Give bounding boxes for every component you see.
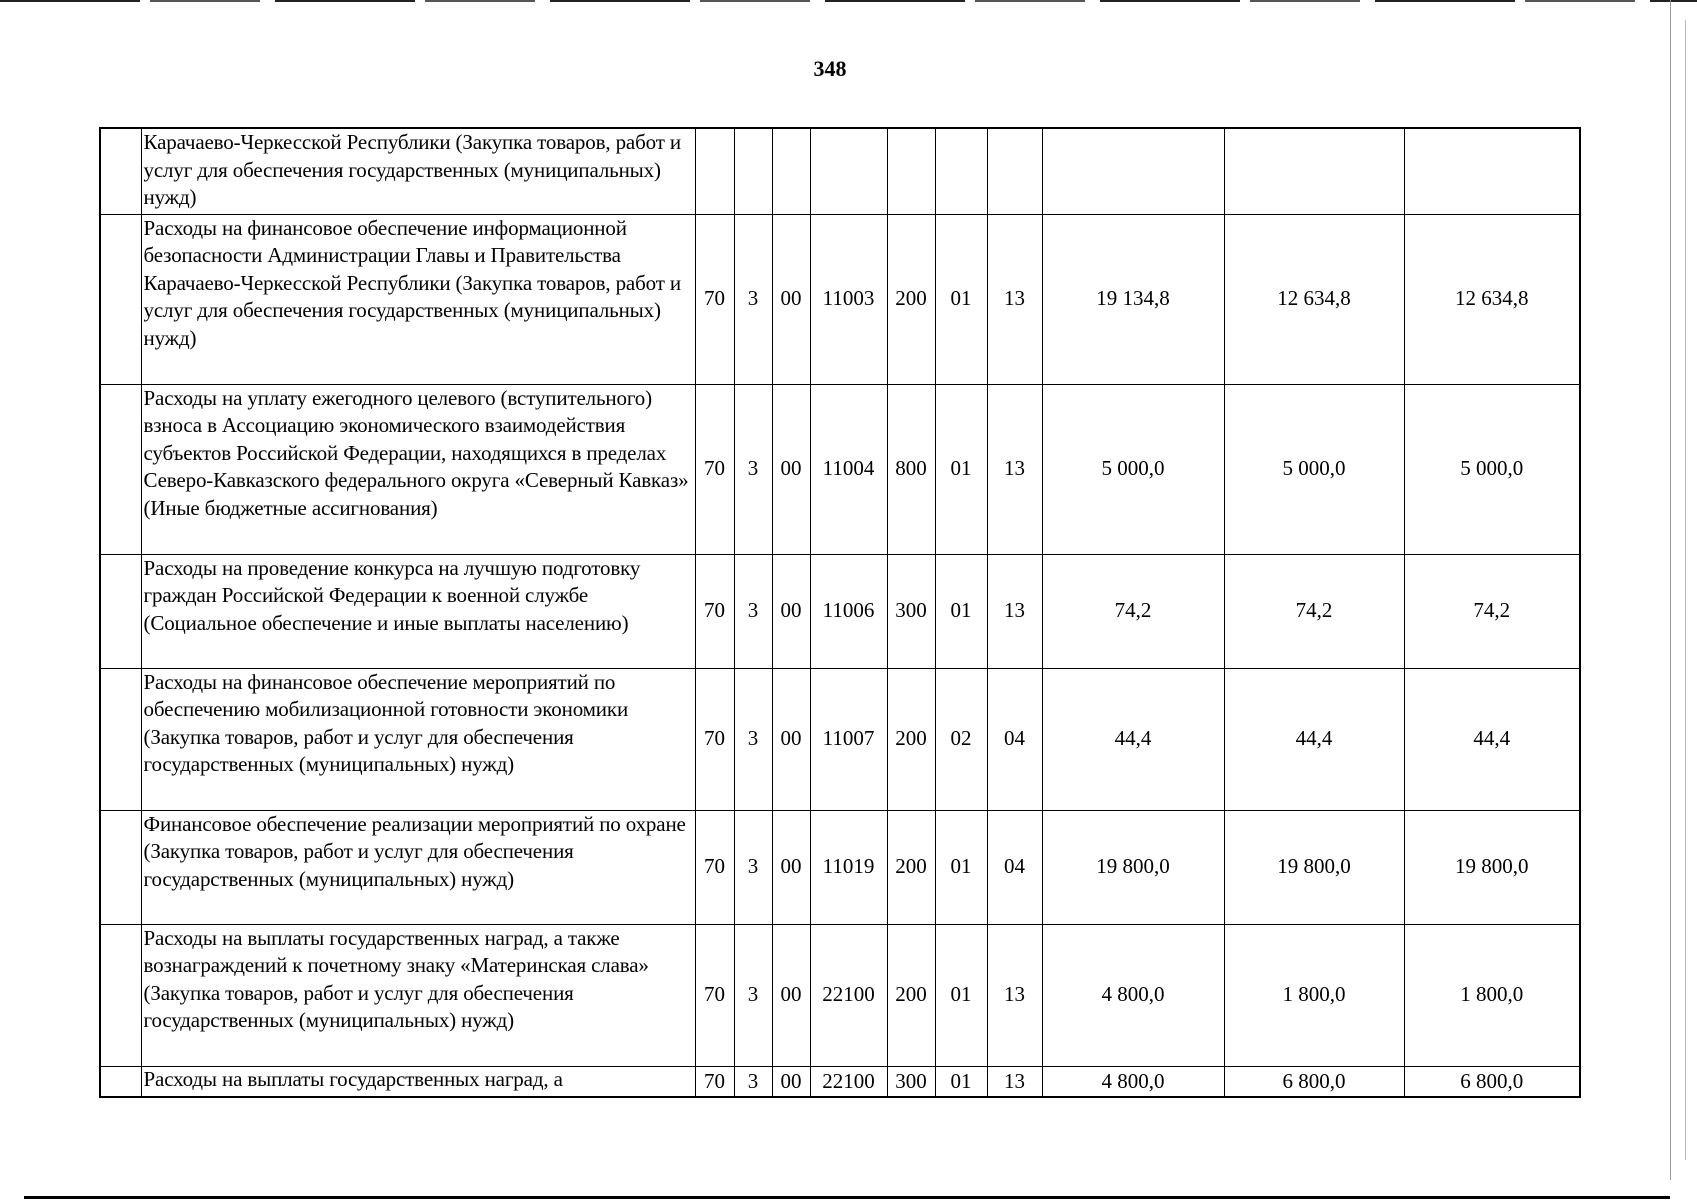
amount-cell-v1: 5 000,0 <box>1042 384 1224 554</box>
code-cell-c4: 11003 <box>810 214 887 384</box>
code-cell-c3: 00 <box>772 810 810 924</box>
code-cell-c7: 04 <box>987 810 1042 924</box>
code-cell-c2: 3 <box>734 924 772 1066</box>
code-cell-c6 <box>935 128 987 214</box>
code-cell-c1: 70 <box>695 668 734 810</box>
code-cell-c7: 13 <box>987 384 1042 554</box>
amount-cell-v3: 12 634,8 <box>1404 214 1580 384</box>
code-cell-c5: 800 <box>887 384 935 554</box>
row-description: Расходы на уплату ежегодного целевого (вступительного) взноса в Ассоциацию экономического взаимодействия субъектов Российской Федерации, находящихся в пределах Северо-Кавказского федерального округа «Северный Кавказ» (Иные бюджетные ассигнования) <box>141 384 695 554</box>
row-number-cell <box>100 1066 141 1097</box>
row-number-cell <box>100 668 141 810</box>
amount-cell-v2: 12 634,8 <box>1224 214 1404 384</box>
code-cell-c6: 01 <box>935 384 987 554</box>
right-scan-edge-2 <box>1685 20 1686 1160</box>
amount-cell-v1 <box>1042 128 1224 214</box>
code-cell-c4: 11006 <box>810 554 887 668</box>
table-row <box>100 924 1580 1066</box>
code-cell-c3: 00 <box>772 554 810 668</box>
row-description: Финансовое обеспечение реализации мероприятий по охране (Закупка товаров, работ и услуг для обеспечения государственных (муниципальных) нужд) <box>141 810 695 924</box>
code-cell-c2: 3 <box>734 384 772 554</box>
code-cell-c1 <box>695 128 734 214</box>
code-cell-c1: 70 <box>695 810 734 924</box>
code-cell-c3: 00 <box>772 1066 810 1097</box>
amount-cell-v1: 19 800,0 <box>1042 810 1224 924</box>
amount-cell-v1: 44,4 <box>1042 668 1224 810</box>
budget-table <box>99 127 1581 1098</box>
code-cell-c5 <box>887 128 935 214</box>
amount-cell-v2: 1 800,0 <box>1224 924 1404 1066</box>
row-number-cell <box>100 554 141 668</box>
code-cell-c5: 300 <box>887 554 935 668</box>
code-cell-c2: 3 <box>734 668 772 810</box>
code-cell-c4: 11019 <box>810 810 887 924</box>
row-number-cell <box>100 384 141 554</box>
amount-cell-v3: 5 000,0 <box>1404 384 1580 554</box>
code-cell-c4: 22100 <box>810 1066 887 1097</box>
code-cell-c6: 01 <box>935 924 987 1066</box>
code-cell-c1: 70 <box>695 214 734 384</box>
code-cell-c4: 11007 <box>810 668 887 810</box>
code-cell-c1: 70 <box>695 1066 734 1097</box>
code-cell-c7: 13 <box>987 214 1042 384</box>
row-number-cell <box>100 810 141 924</box>
code-cell-c6: 01 <box>935 810 987 924</box>
code-cell-c3: 00 <box>772 924 810 1066</box>
code-cell-c4: 11004 <box>810 384 887 554</box>
code-cell-c2: 3 <box>734 554 772 668</box>
amount-cell-v3: 19 800,0 <box>1404 810 1580 924</box>
amount-cell-v1: 4 800,0 <box>1042 924 1224 1066</box>
row-description: Расходы на проведение конкурса на лучшую подготовку граждан Российской Федерации к военной службе (Социальное обеспечение и иные выплаты населению) <box>141 554 695 668</box>
code-cell-c2 <box>734 128 772 214</box>
row-description: Расходы на выплаты государственных наград, а <box>141 1066 695 1097</box>
code-cell-c6: 01 <box>935 1066 987 1097</box>
code-cell-c2: 3 <box>734 810 772 924</box>
bottom-rule <box>24 1196 1670 1199</box>
amount-cell-v3: 74,2 <box>1404 554 1580 668</box>
code-cell-c7: 13 <box>987 924 1042 1066</box>
code-cell-c3: 00 <box>772 214 810 384</box>
top-scan-edge <box>0 0 1697 2</box>
table-row <box>100 1066 1580 1097</box>
page-number: 348 <box>813 56 847 81</box>
right-scan-edge <box>1670 0 1671 1180</box>
row-description: Карачаево-Черкесской Республики (Закупка товаров, работ и услуг для обеспечения государственных (муниципальных) нужд) <box>141 128 695 214</box>
code-cell-c1: 70 <box>695 924 734 1066</box>
code-cell-c7: 04 <box>987 668 1042 810</box>
code-cell-c4: 22100 <box>810 924 887 1066</box>
amount-cell-v3 <box>1404 128 1580 214</box>
code-cell-c1: 70 <box>695 384 734 554</box>
code-cell-c7: 13 <box>987 1066 1042 1097</box>
code-cell-c7: 13 <box>987 554 1042 668</box>
amount-cell-v1: 19 134,8 <box>1042 214 1224 384</box>
table-row <box>100 128 1580 214</box>
code-cell-c5: 200 <box>887 214 935 384</box>
table-row <box>100 810 1580 924</box>
code-cell-c5: 200 <box>887 668 935 810</box>
table-row <box>100 668 1580 810</box>
row-description: Расходы на финансовое обеспечение мероприятий по обеспечению мобилизационной готовности экономики (Закупка товаров, работ и услуг для обеспечения государственных (муниципальных) нужд) <box>141 668 695 810</box>
code-cell-c5: 200 <box>887 924 935 1066</box>
code-cell-c2: 3 <box>734 214 772 384</box>
table-row <box>100 384 1580 554</box>
amount-cell-v2: 5 000,0 <box>1224 384 1404 554</box>
amount-cell-v3: 6 800,0 <box>1404 1066 1580 1097</box>
amount-cell-v2: 6 800,0 <box>1224 1066 1404 1097</box>
code-cell-c5: 300 <box>887 1066 935 1097</box>
code-cell-c1: 70 <box>695 554 734 668</box>
code-cell-c3: 00 <box>772 668 810 810</box>
code-cell-c3 <box>772 128 810 214</box>
row-description: Расходы на выплаты государственных наград, а также вознаграждений к почетному знаку «Материнская слава» (Закупка товаров, работ и услуг для обеспечения государственных (муниципальных) нужд) <box>141 924 695 1066</box>
code-cell-c6: 01 <box>935 214 987 384</box>
amount-cell-v3: 1 800,0 <box>1404 924 1580 1066</box>
amount-cell-v2: 44,4 <box>1224 668 1404 810</box>
code-cell-c3: 00 <box>772 384 810 554</box>
code-cell-c5: 200 <box>887 810 935 924</box>
code-cell-c7 <box>987 128 1042 214</box>
table-row <box>100 554 1580 668</box>
row-description: Расходы на финансовое обеспечение информационной безопасности Администрации Главы и Правительства Карачаево-Черкесской Республики (Закупка товаров, работ и услуг для обеспечения государственных (муниципальных) нужд) <box>141 214 695 384</box>
table-row <box>100 214 1580 384</box>
code-cell-c6: 02 <box>935 668 987 810</box>
amount-cell-v1: 4 800,0 <box>1042 1066 1224 1097</box>
amount-cell-v3: 44,4 <box>1404 668 1580 810</box>
row-number-cell <box>100 924 141 1066</box>
code-cell-c6: 01 <box>935 554 987 668</box>
row-number-cell <box>100 128 141 214</box>
amount-cell-v2 <box>1224 128 1404 214</box>
table-body <box>100 128 1580 1097</box>
row-number-cell <box>100 214 141 384</box>
amount-cell-v2: 19 800,0 <box>1224 810 1404 924</box>
amount-cell-v1: 74,2 <box>1042 554 1224 668</box>
amount-cell-v2: 74,2 <box>1224 554 1404 668</box>
code-cell-c4 <box>810 128 887 214</box>
code-cell-c2: 3 <box>734 1066 772 1097</box>
